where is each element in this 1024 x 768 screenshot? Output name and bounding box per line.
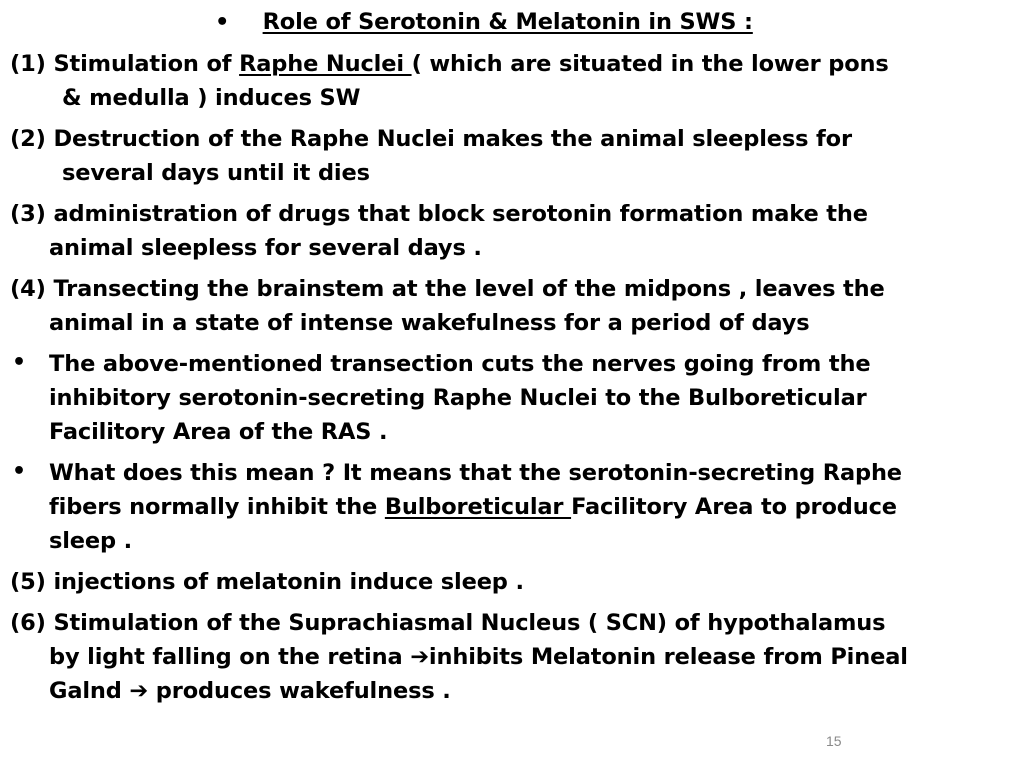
heading bbox=[215, 5, 1024, 39]
item-3-line-2: animal sleepless for several days . bbox=[49, 235, 482, 261]
heading-title: Role of Serotonin & Melatonin in SWS : bbox=[262, 9, 753, 35]
item-6-line-1: (6) Stimulation of the Suprachiasmal Nucleus ( SCN) of hypothalamus bbox=[10, 610, 886, 636]
bullet-2-term-bulboreticular: Bulboreticular bbox=[384, 494, 572, 520]
heading-bullet: • bbox=[215, 9, 230, 35]
item-1-term-raphe-nuclei: Raphe Nuclei bbox=[239, 51, 412, 77]
bullet-1-line-1: The above-mentioned transection cuts the nerves going from the bbox=[49, 351, 871, 377]
item-6-line-3-start: Galnd bbox=[49, 678, 130, 704]
bullet-2-line-2 bbox=[49, 490, 1024, 524]
item-1-rest: ( which are situated in the lower pons bbox=[411, 51, 889, 77]
item-2-line-2: several days until it dies bbox=[62, 160, 370, 186]
item-6-line-2-end: inhibits Melatonin release from Pineal bbox=[428, 644, 908, 670]
bullet-2-marker: • bbox=[12, 459, 27, 484]
item-4-line-1: (4) Transecting the brainstem at the level of the midpons , leaves the bbox=[10, 276, 885, 302]
bullet-2-line-2-start: fibers normally inhibit the bbox=[49, 494, 385, 520]
page-number: 15 bbox=[826, 733, 842, 749]
item-6-line-3-end: produces wakefulness . bbox=[148, 678, 451, 704]
item-1-line-1 bbox=[10, 47, 1010, 81]
item-1-prefix: (1) Stimulation of bbox=[10, 51, 240, 77]
bullet-1-line-3: Facilitory Area of the RAS . bbox=[49, 419, 388, 445]
item-5-line-1: (5) injections of melatonin induce sleep . bbox=[10, 569, 524, 595]
bullet-2-line-1: What does this mean ? It means that the serotonin-secreting Raphe bbox=[49, 460, 902, 486]
bullet-1-marker: • bbox=[12, 350, 27, 375]
item-6-line-2 bbox=[49, 640, 1024, 674]
bullet-1-line-2: inhibitory serotonin-secreting Raphe Nuclei to the Bulboreticular bbox=[49, 385, 867, 411]
item-2-line-1: (2) Destruction of the Raphe Nuclei makes the animal sleepless for bbox=[10, 126, 852, 152]
item-4-line-2: animal in a state of intense wakefulness for a period of days bbox=[49, 310, 810, 336]
item-6-line-3 bbox=[49, 674, 1024, 708]
right-arrow-icon: ➔ bbox=[410, 644, 429, 670]
item-3-line-1: (3) administration of drugs that block serotonin formation make the bbox=[10, 201, 868, 227]
item-6-line-2-start: by light falling on the retina bbox=[49, 644, 411, 670]
right-arrow-icon: ➔ bbox=[129, 678, 149, 704]
bullet-2-line-3: sleep . bbox=[49, 528, 133, 554]
bullet-2-line-2-end: Facilitory Area to produce bbox=[571, 494, 897, 520]
item-1-line-2: & medulla ) induces SW bbox=[62, 85, 361, 111]
